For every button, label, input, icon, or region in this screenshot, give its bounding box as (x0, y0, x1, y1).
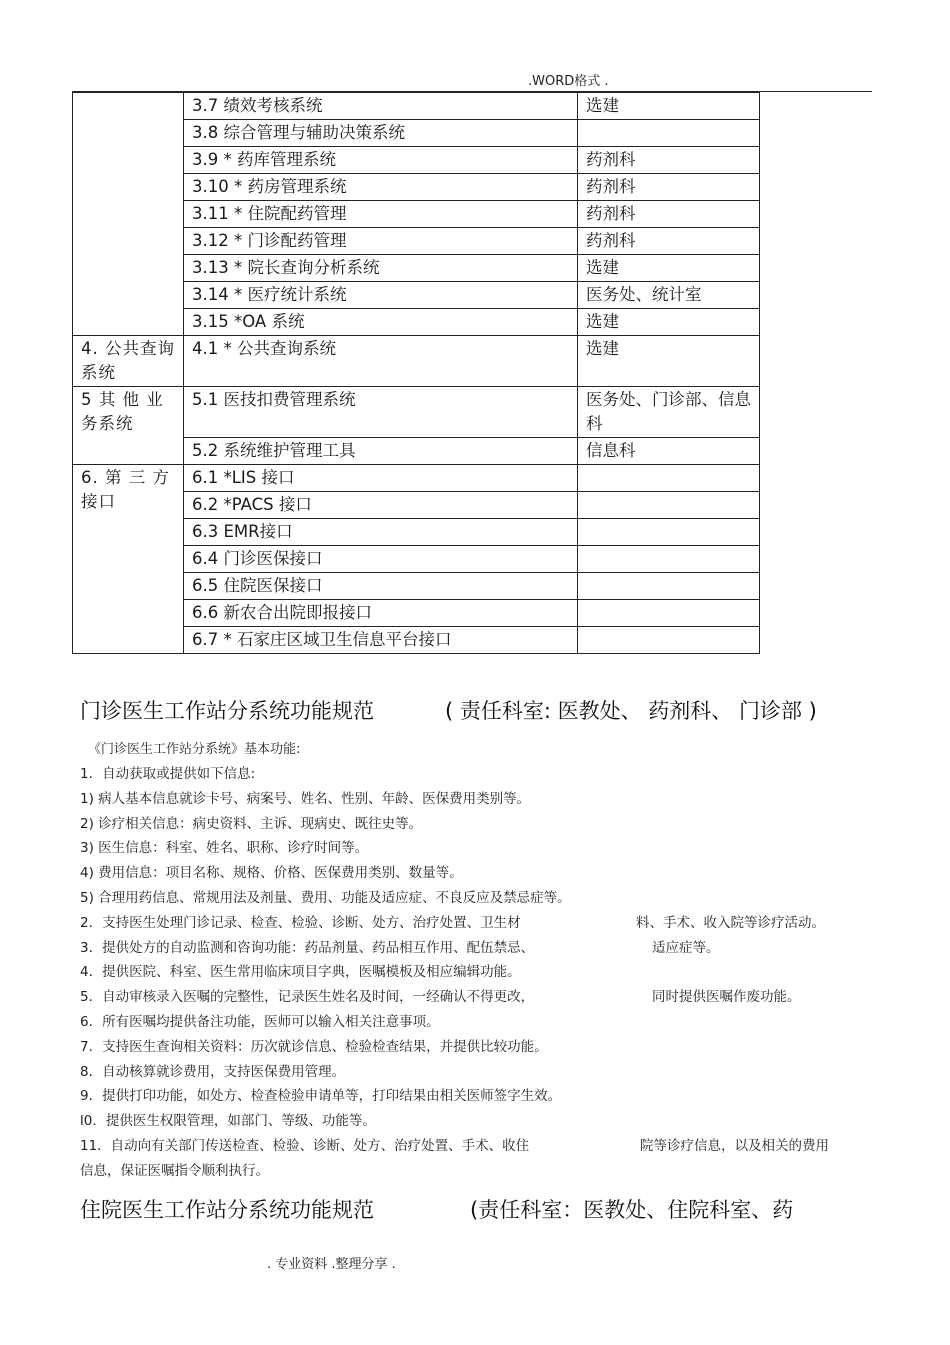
table-cell-dept: 药剂科 (578, 201, 760, 228)
table-cell-item: 6.7 * 石家庄区域卫生信息平台接口 (184, 627, 578, 654)
list-item: 9．提供打印功能，如处方、检查检验申请单等，打印结果由相关医师签字生效。 (80, 1088, 562, 1105)
table-cell-item: 3.12 * 门诊配药管理 (184, 228, 578, 255)
table-cell-dept: 信息科 (578, 438, 760, 465)
list-item: 1) 病人基本信息就诊卡号、病案号、姓名、性别、年龄、医保费用类别等。 (80, 790, 531, 807)
table-cell-item: 3.15 *OA 系统 (184, 309, 578, 336)
table-cell-dept: 药剂科 (578, 147, 760, 174)
table-cell-dept: 选建 (578, 255, 760, 282)
section-title-outpatient (80, 695, 817, 725)
list-item: l0．提供医生权限管理，如部门、等级、功能等。 (80, 1113, 376, 1130)
table-cell-item: 3.7 绩效考核系统 (184, 93, 578, 120)
table-cell-dept (578, 600, 760, 627)
table-cell-item: 3.11 * 住院配药管理 (184, 201, 578, 228)
table-cell-dept (578, 465, 760, 492)
table-cell-item: 5.1 医技扣费管理系统 (184, 387, 578, 438)
table-cell-dept (578, 120, 760, 147)
list-item: 3) 医生信息：科室、姓名、职称、诊疗时间等。 (80, 840, 369, 857)
table-cell-dept: 选建 (578, 93, 760, 120)
footer-note: . 专业资料 .整理分享 . (267, 1257, 396, 1272)
table-cell-item: 3.10 * 药房管理系统 (184, 174, 578, 201)
table-row (73, 93, 760, 120)
table-cell-dept: 药剂科 (578, 174, 760, 201)
section-title-inpatient (80, 1194, 794, 1224)
list-item: 信息，保证医嘱指令顺利执行。 (80, 1162, 269, 1179)
table-cell-dept: 医务处、统计室 (578, 282, 760, 309)
list-item: 4．提供医院、科室、医生常用临床项目字典，医嘱模板及相应编辑功能。 (80, 964, 521, 981)
table-row (73, 465, 760, 492)
table-cell-category: 6. 第 三 方接口 (73, 465, 184, 654)
list-item: 2．支持医生处理门诊记录、检查、检验、诊断、处方、治疗处置、卫生材 料、手术、收入院等诊疗活动。 (80, 914, 825, 931)
table-cell-item: 6.6 新农合出院即报接口 (184, 600, 578, 627)
table-cell-category (73, 93, 184, 336)
table-cell-dept: 选建 (578, 336, 760, 387)
table-cell-dept (578, 573, 760, 600)
list-item: 8．自动核算就诊费用，支持医保费用管理。 (80, 1063, 346, 1080)
table-cell-dept: 选建 (578, 309, 760, 336)
table-cell-category: 5 其 他 业务系统 (73, 387, 184, 465)
table-cell-item: 6.5 住院医保接口 (184, 573, 578, 600)
section-intro: 《门诊医生工作站分系统》基本功能: (88, 742, 301, 757)
list-item: 4) 费用信息：项目名称、规格、价格、医保费用类别、数量等。 (80, 865, 463, 882)
table-cell-category: 4. 公共查询系统 (73, 336, 184, 387)
section-title-text: 住院医生工作站分系统功能规范 (80, 1198, 374, 1222)
table-cell-item: 6.2 *PACS 接口 (184, 492, 578, 519)
list-item: 2) 诊疗相关信息：病史资料、主诉、现病史、既往史等。 (80, 815, 423, 832)
table-cell-dept (578, 519, 760, 546)
table-cell-item: 6.1 *LIS 接口 (184, 465, 578, 492)
table-cell-dept (578, 546, 760, 573)
function-list (80, 762, 870, 1184)
table-cell-item: 4.1 * 公共查询系统 (184, 336, 578, 387)
list-item: 11．自动向有关部门传送检查、检验、诊断、处方、治疗处置、手术、收住 院等诊疗信息，以及相关的费用 (80, 1137, 829, 1154)
list-item: 1．自动获取或提供如下信息: (80, 766, 256, 782)
table-row (73, 387, 760, 438)
section-responsibility: ( 责任科室: 医教处、 药剂科、 门诊部 ) (445, 699, 817, 723)
header-note: .WORD格式 . (528, 74, 609, 89)
table-cell-item: 3.8 综合管理与辅助决策系统 (184, 120, 578, 147)
table-cell-item: 3.9 * 药库管理系统 (184, 147, 578, 174)
list-item: 6．所有医嘱均提供备注功能，医师可以输入相关注意事项。 (80, 1013, 440, 1030)
list-item: 3．提供处方的自动监测和咨询功能：药品剂量、药品相互作用、配伍禁忌、 适应症等。 (80, 939, 720, 956)
section-title-text: 门诊医生工作站分系统功能规范 (80, 699, 374, 723)
list-item: 5) 合理用药信息、常规用法及剂量、费用、功能及适应症、不良反应及禁忌症等。 (80, 889, 571, 906)
section-responsibility: (责任科室：医教处、住院科室、药 (470, 1198, 794, 1222)
table-cell-dept: 医务处、门诊部、信息科 (578, 387, 760, 438)
list-item: 5．自动审核录入医嘱的完整性，记录医生姓名及时间，一经确认不得更改， 同时提供医嘱作废功能。 (80, 989, 801, 1006)
list-item: 7．支持医生查询相关资料：历次就诊信息、检验检查结果，并提供比较功能。 (80, 1038, 548, 1055)
table-cell-dept (578, 627, 760, 654)
table-cell-item: 5.2 系统维护管理工具 (184, 438, 578, 465)
table-cell-item: 3.13 * 院长查询分析系统 (184, 255, 578, 282)
table-cell-item: 6.4 门诊医保接口 (184, 546, 578, 573)
table-cell-dept (578, 492, 760, 519)
table-cell-item: 6.3 EMR接口 (184, 519, 578, 546)
table-cell-dept: 药剂科 (578, 228, 760, 255)
table-row (73, 336, 760, 387)
system-table (72, 92, 760, 654)
table-cell-item: 3.14 * 医疗统计系统 (184, 282, 578, 309)
